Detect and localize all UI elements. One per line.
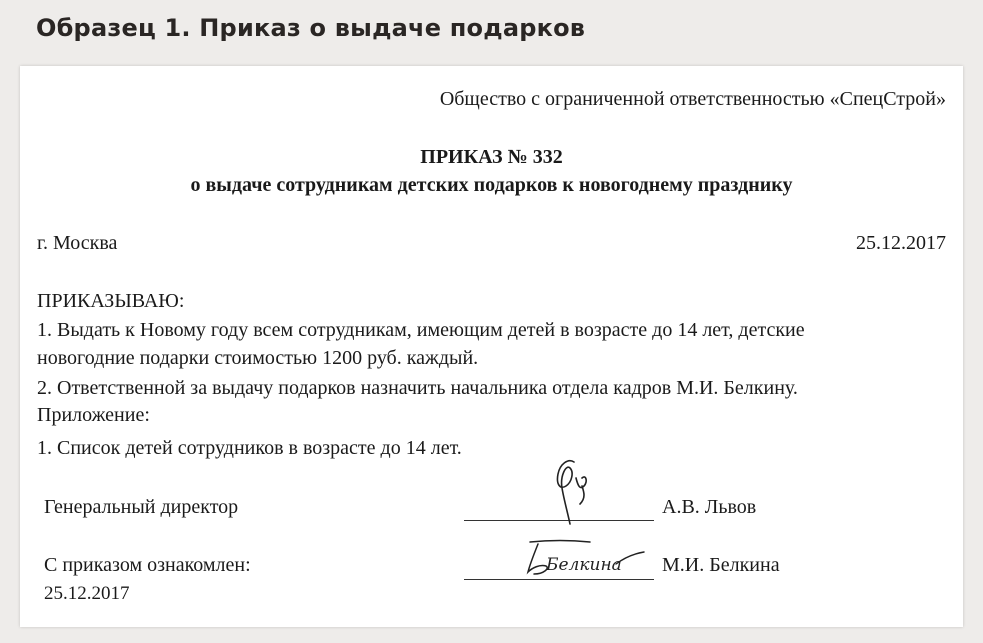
order-document [20, 66, 963, 627]
acknowledged-signature-script: Белкина [546, 555, 622, 575]
order-item-1-line-2: новогодние подарки стоимостью 1200 руб. каждый. [37, 347, 479, 369]
order-item-2: 2. Ответственной за выдачу подарков назначить начальника отдела кадров М.И. Белкину. [37, 377, 798, 399]
appendix-label: Приложение: [37, 404, 150, 426]
appendix-item-1: 1. Список детей сотрудников в возрасте до 14 лет. [37, 437, 462, 459]
director-signature [530, 456, 600, 531]
organization-name: Общество с ограниченной ответственностью «СпецСтрой» [439, 88, 946, 110]
document-date: 25.12.2017 [856, 232, 946, 254]
acknowledged-date: 25.12.2017 [44, 583, 130, 604]
acknowledged-signature [520, 536, 650, 581]
acknowledged-name: М.И. Белкина [662, 554, 780, 576]
document-title: ПРИКАЗ № 332 [420, 146, 563, 168]
director-role: Генеральный директор [44, 496, 239, 518]
order-item-1-line-1: 1. Выдать к Новому году всем сотрудникам, имеющим детей в возрасте до 14 лет, детские [37, 319, 805, 341]
document-city: г. Москва [37, 232, 118, 254]
acknowledged-label: С приказом ознакомлен: [44, 554, 251, 576]
order-word: ПРИКАЗЫВАЮ: [37, 290, 185, 312]
document-subtitle: о выдаче сотрудникам детских подарков к новогоднему празднику [190, 174, 793, 196]
director-name: А.В. Львов [662, 496, 757, 518]
page-heading: Образец 1. Приказ о выдаче подарков [36, 14, 586, 42]
